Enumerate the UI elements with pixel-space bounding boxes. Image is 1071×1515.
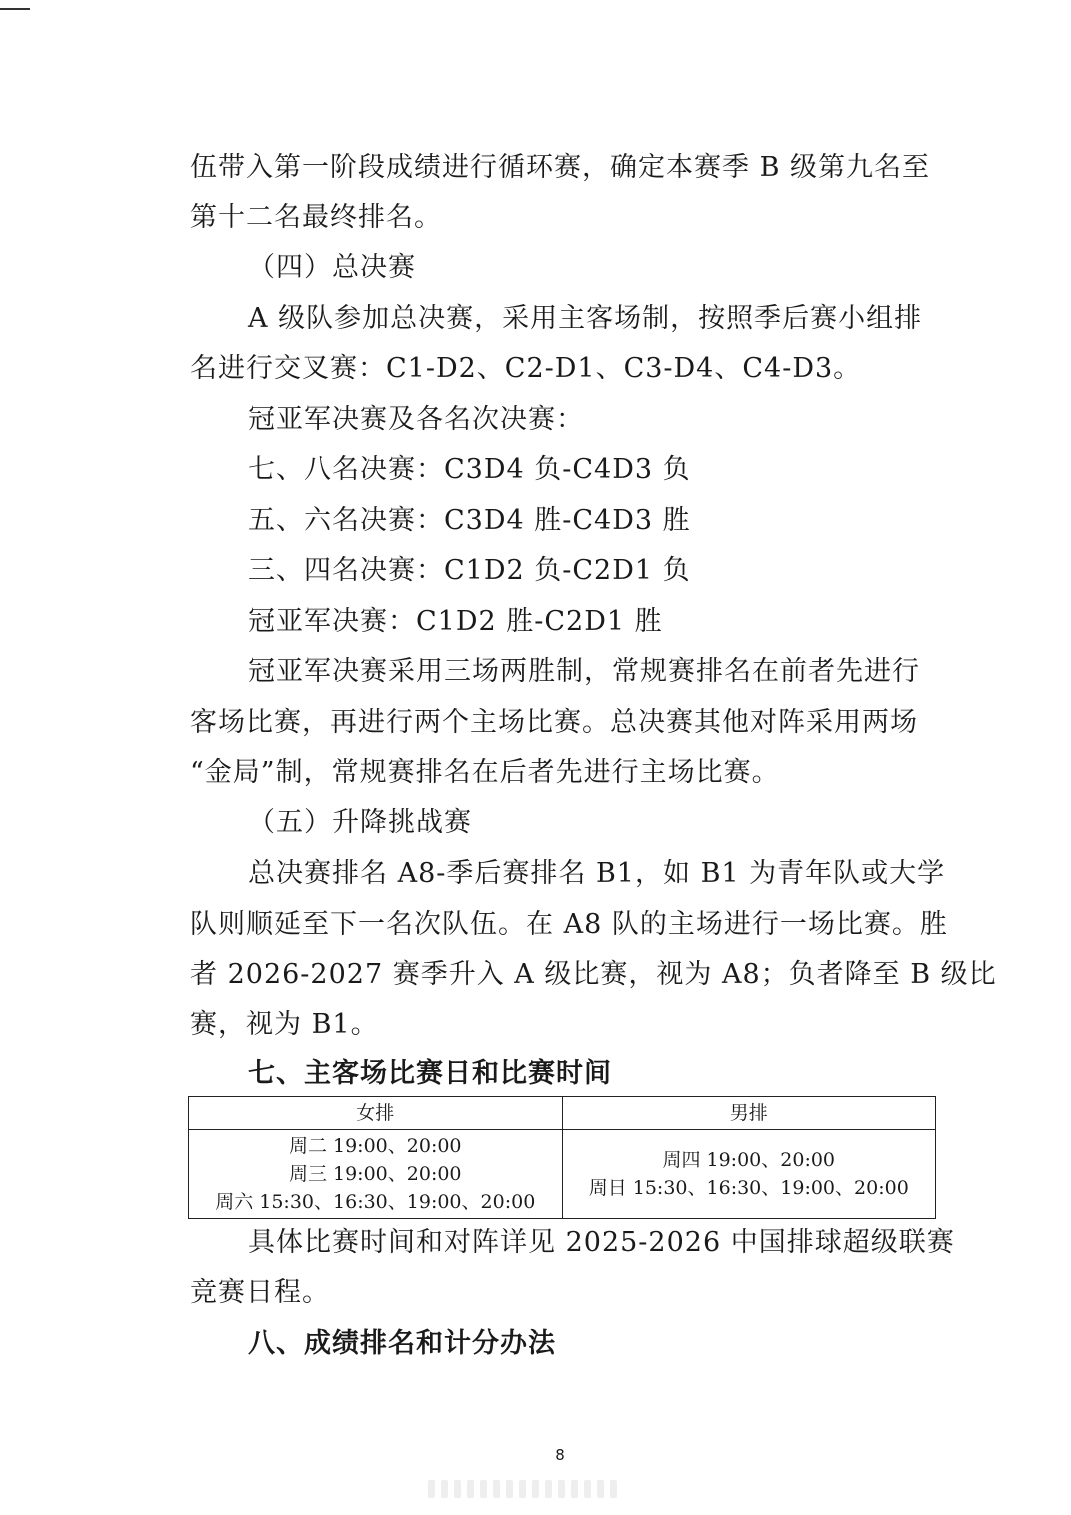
paragraph-line: 第十二名最终排名。 — [190, 202, 442, 233]
paragraph-line: 竞赛日程。 — [190, 1277, 330, 1308]
paragraph-line: 五、六名决赛：C3D4 胜-C4D3 胜 — [248, 505, 691, 536]
paragraph-line: 七、八名决赛：C3D4 负-C4D3 负 — [248, 454, 691, 485]
time-slot: 周三 19:00、20:00 — [288, 1163, 462, 1185]
paragraph-line: “金局”制，常规赛排名在后者先进行主场比赛。 — [190, 757, 780, 788]
paragraph-line: 总决赛排名 A8-季后赛排名 B1，如 B1 为青年队或大学 — [248, 858, 946, 889]
paragraph-line: 伍带入第一阶段成绩进行循环赛，确定本赛季 B 级第九名至 — [190, 152, 931, 183]
paragraph-line: A 级队参加总决赛，采用主客场制，按照季后赛小组排 — [248, 303, 923, 334]
schedule-table — [188, 1096, 936, 1219]
paragraph-line: 名进行交叉赛：C1-D2、C2-D1、C3-D4、C4-D3。 — [190, 353, 862, 384]
paragraph-line: 三、四名决赛：C1D2 负-C2D1 负 — [248, 555, 691, 586]
paragraph-line: 者 2026-2027 赛季升入 A 级比赛，视为 A8；负者降至 B 级比 — [190, 959, 997, 990]
women-header: 女排 — [189, 1097, 563, 1130]
women-times — [189, 1130, 563, 1219]
men-times — [562, 1130, 936, 1219]
men-header: 男排 — [562, 1097, 936, 1130]
table-header-row — [189, 1097, 936, 1130]
time-slot: 周四 19:00、20:00 — [662, 1149, 836, 1171]
section-heading-8: 八、成绩排名和计分办法 — [248, 1328, 556, 1359]
paragraph-line: 具体比赛时间和对阵详见 2025-2026 中国排球超级联赛 — [248, 1227, 955, 1258]
watermark-marks — [428, 1480, 648, 1500]
subheading-finals: （四）总决赛 — [248, 252, 416, 283]
paragraph-line: 赛，视为 B1。 — [190, 1009, 379, 1040]
subheading-promotion: （五）升降挑战赛 — [248, 807, 472, 838]
time-slot: 周二 19:00、20:00 — [288, 1135, 462, 1157]
time-slot: 周六 15:30、16:30、19:00、20:00 — [215, 1191, 536, 1213]
paragraph-line: 冠亚军决赛：C1D2 胜-C2D1 胜 — [248, 606, 663, 637]
page-number: 8 — [555, 1446, 565, 1464]
paragraph-line: 队则顺延至下一名次队伍。在 A8 队的主场进行一场比赛。胜 — [190, 909, 948, 940]
paragraph-line: 客场比赛，再进行两个主场比赛。总决赛其他对阵采用两场 — [190, 707, 918, 738]
paragraph-line: 冠亚军决赛及各名次决赛： — [248, 404, 584, 435]
time-slot: 周日 15:30、16:30、19:00、20:00 — [588, 1177, 909, 1199]
paragraph-line: 冠亚军决赛采用三场两胜制，常规赛排名在前者先进行 — [248, 656, 920, 687]
corner-mark — [0, 8, 30, 10]
section-heading-7: 七、主客场比赛日和比赛时间 — [248, 1058, 612, 1089]
table-row — [189, 1130, 936, 1219]
